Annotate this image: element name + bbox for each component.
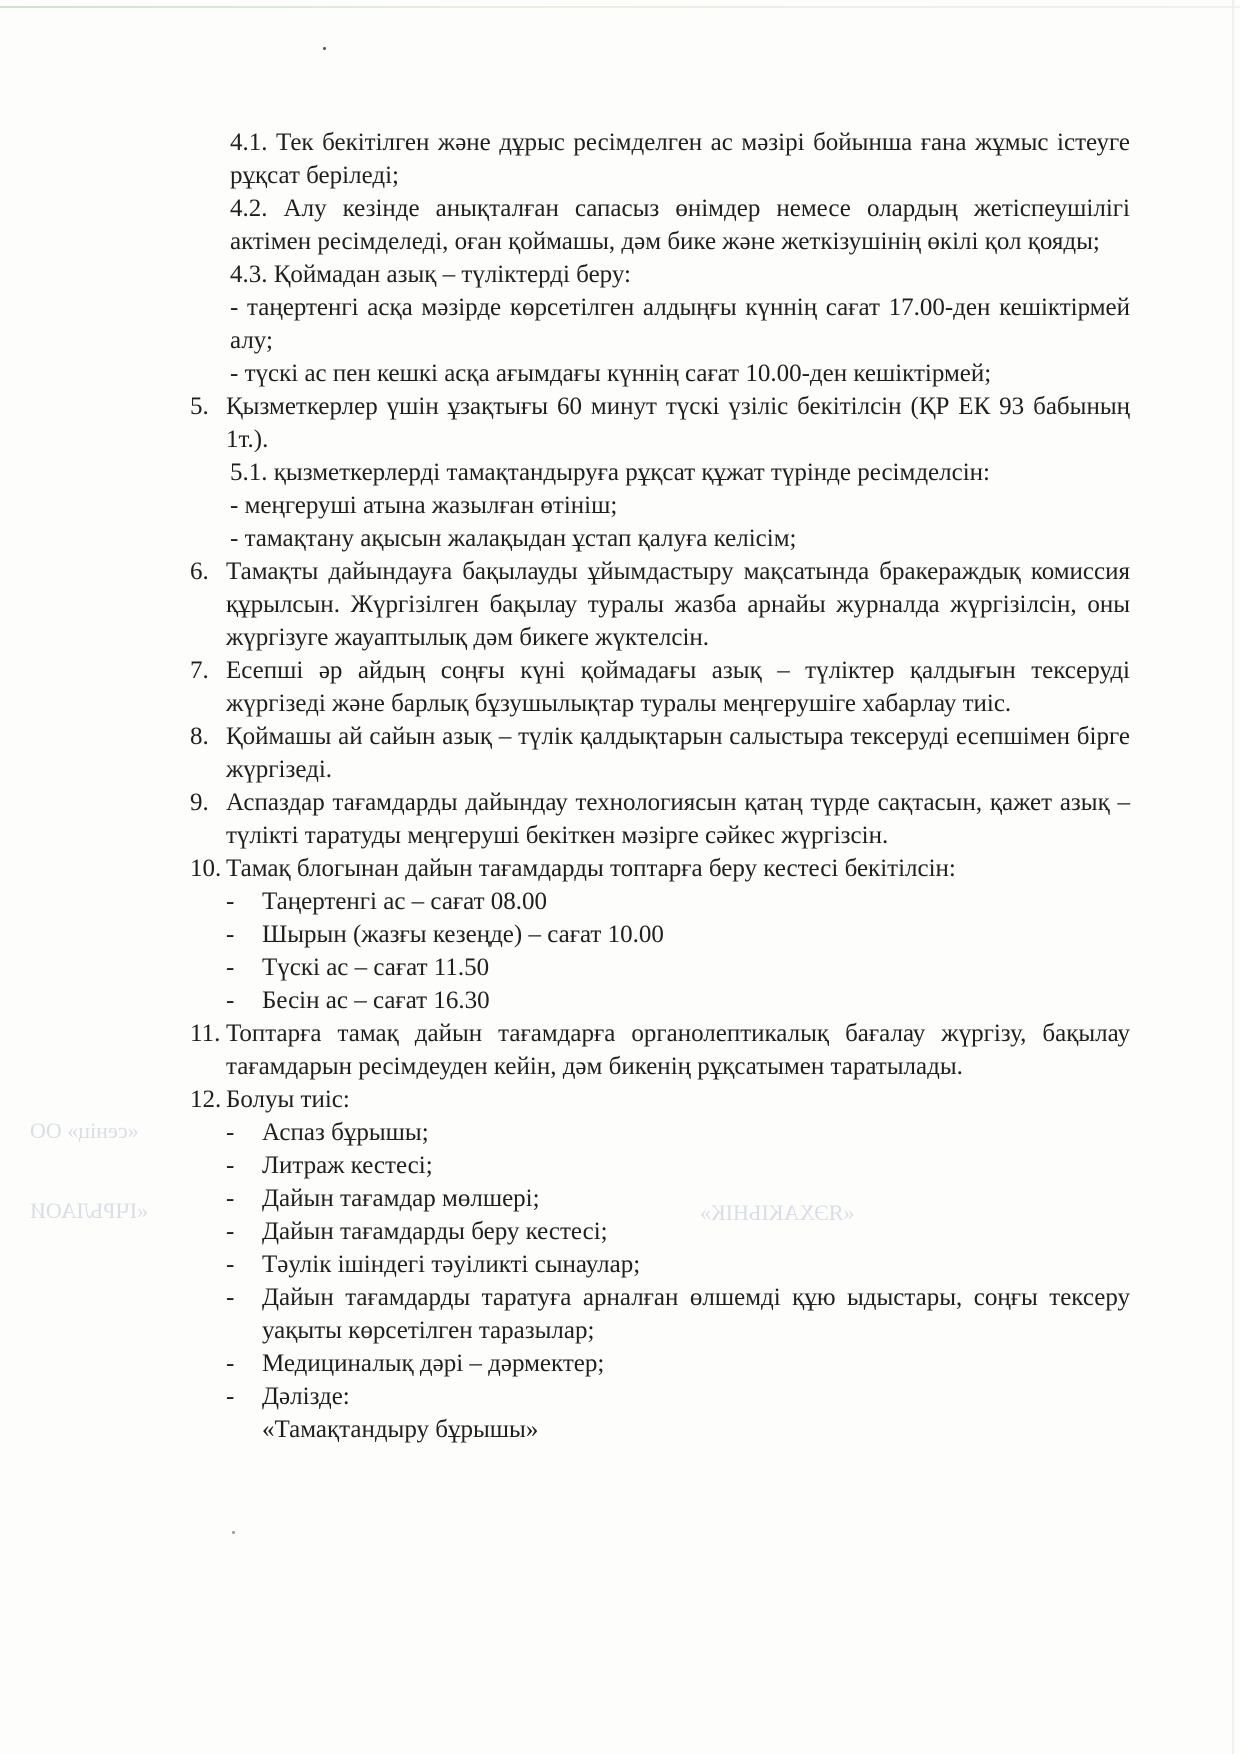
dash-marker: - <box>226 1350 235 1377</box>
requirement-item <box>226 1149 1130 1182</box>
requirement-text: Медициналық дәрі – дәрмектер; <box>262 1350 605 1377</box>
requirement-text: Дайын тағамдар мөлшері; <box>262 1185 540 1212</box>
requirement-item <box>226 1380 1130 1413</box>
schedule-item <box>226 918 1130 951</box>
dash-marker: - <box>226 1251 235 1278</box>
item-number: 8. <box>190 723 209 750</box>
schedule-item <box>226 951 1130 984</box>
dash-marker: - <box>226 1383 235 1410</box>
paragraph-4-2: 4.2. Алу кезінде анықталған сапасыз өнімдер немесе олардың жетіспеушілігі актімен ресімделеді, оған қоймашы, дәм бике және жеткізушінің өкілі қол қояды; <box>230 195 1130 255</box>
item-number: 5. <box>190 393 209 420</box>
dash-marker: - <box>226 1218 235 1245</box>
requirement-text: Аспаз бұрышы; <box>262 1119 429 1146</box>
bleed-through-text: «ЯЭХАКІЬНІК» <box>700 1200 855 1225</box>
item-text: Топтарға тамақ дайын тағамдарға органолептикалық бағалау жүргізу, бақылау тағамдарын ресімдеуден кейін, дәм бикенің рұқсатымен таратылады. <box>226 1020 1130 1080</box>
schedule-text: Бесін ас – сағат 16.30 <box>262 987 490 1014</box>
scan-top-edge <box>0 6 1240 8</box>
requirement-text: Тәулік ішіндегі тәуіликті сынаулар; <box>262 1251 641 1278</box>
bleed-through-text: «сеніц» ОО <box>30 1118 139 1143</box>
dash-marker: - <box>226 921 235 948</box>
requirement-text: Дайын тағамдарды таратуға арналған өлшемді құю ыдыстары, соңғы тексеру уақыты көрсетілген таразылар; <box>262 1284 1130 1344</box>
item-number: 11. <box>190 1020 221 1047</box>
list-item-8 <box>190 720 1130 786</box>
item-number: 9. <box>190 789 209 816</box>
list-item-5 <box>190 390 1130 456</box>
dash-marker: - <box>226 987 235 1014</box>
requirement-item <box>226 1116 1130 1149</box>
scan-speck <box>323 47 326 50</box>
schedule-text: Шырын (жазғы кезеңде) – сағат 10.00 <box>262 921 664 948</box>
item-number: 12. <box>190 1086 222 1113</box>
schedule-text: Түскі ас – сағат 11.50 <box>262 954 490 981</box>
dash-marker: - <box>226 1284 235 1311</box>
item-text: Болуы тиіс: <box>226 1086 350 1113</box>
item-text: Аспаздар тағамдарды дайындау технологиясын қатаң түрде сақтасын, қажет азық – түлікті таратуды меңгеруші бекіткен мәзірге сәйкес жүргізсін. <box>226 789 1130 849</box>
requirement-text: Дайын тағамдарды беру кестесі; <box>262 1218 608 1245</box>
paragraph-4-3: 4.3. Қоймадан азық – түліктерді беру: <box>230 261 631 288</box>
list-item-9 <box>190 786 1130 852</box>
paragraph-4-3-a: - таңертенгі асқа мәзірде көрсетілген алдыңғы күннің сағат 17.00-ден кешіктірмей алу; <box>230 294 1130 354</box>
dash-marker: - <box>226 888 235 915</box>
requirement-item <box>226 1248 1130 1281</box>
requirement-item <box>226 1182 1130 1215</box>
corridor-sign-text: «Тамақтандыру бұрышы» <box>262 1416 539 1443</box>
list-item-6 <box>190 555 1130 654</box>
item-number: 6. <box>190 558 209 585</box>
schedule-item <box>226 885 1130 918</box>
scan-right-edge <box>1232 0 1234 1754</box>
paragraph-4-1: 4.1. Тек бекітілген және дұрыс ресімделген ас мәзірі бойынша ғана жұмыс істеуге рұқсат беріледі; <box>230 129 1130 189</box>
dash-marker: - <box>226 1185 235 1212</box>
item-text: Тамақ блогынан дайын тағамдарды топтарға беру кестесі бекітілсін: <box>226 855 956 882</box>
requirement-item <box>226 1215 1130 1248</box>
bleed-through-text: «ІЧРЬЛАОИ <box>30 1198 149 1223</box>
item-text: Тамақты дайындауға бақылауды ұйымдастыру мақсатында бракераждық комиссия құрылсын. Жүргізілген бақылау туралы жазба арнайы журналда жүргізілсін, оны жүргізуге жауаптылық дәм бикеге жүктелсін. <box>226 558 1130 651</box>
paragraph-5-1: 5.1. қызметкерлерді тамақтандыруға рұқсат құжат түрінде ресімделсін: <box>230 459 990 486</box>
document-body <box>190 126 1130 1446</box>
item-text: Қызметкерлер үшін ұзақтығы 60 минут түскі үзіліс бекітілсін (ҚР ЕК 93 бабының 1т.). <box>226 393 1130 453</box>
item-text: Есепші әр айдың соңғы күні қоймадағы азық – түліктер қалдығын тексеруді жүргізеді және барлық бұзушылықтар туралы меңгерушіге хабарлау тиіс. <box>226 657 1130 717</box>
item-number: 10. <box>190 855 222 882</box>
list-item-11 <box>190 1017 1130 1083</box>
schedule-text: Таңертенгі ас – сағат 08.00 <box>262 888 548 915</box>
requirement-item <box>226 1347 1130 1380</box>
item-number: 7. <box>190 657 209 684</box>
paragraph-5-1-a: - меңгеруші атына жазылған өтініш; <box>230 492 618 519</box>
requirement-text: Литраж кестесі; <box>262 1152 433 1179</box>
requirement-text: Дәлізде: <box>262 1383 350 1410</box>
dash-marker: - <box>226 954 235 981</box>
dash-marker: - <box>226 1152 235 1179</box>
requirement-item <box>226 1281 1130 1347</box>
paragraph-5-1-b: - тамақтану ақысын жалақыдан ұстап қалуға келісім; <box>230 525 797 552</box>
scan-speck <box>232 1531 235 1534</box>
schedule-item <box>226 984 1130 1017</box>
dash-marker: - <box>226 1119 235 1146</box>
paragraph-4-3-b: - түскі ас пен кешкі асқа ағымдағы күннің сағат 10.00-ден кешіктірмей; <box>230 360 992 387</box>
item-text: Қоймашы ай сайын азық – түлік қалдықтарын салыстыра тексеруді есепшімен бірге жүргізеді. <box>226 723 1130 783</box>
list-item-7 <box>190 654 1130 720</box>
list-item-10 <box>190 852 1130 885</box>
list-item-12 <box>190 1083 1130 1116</box>
